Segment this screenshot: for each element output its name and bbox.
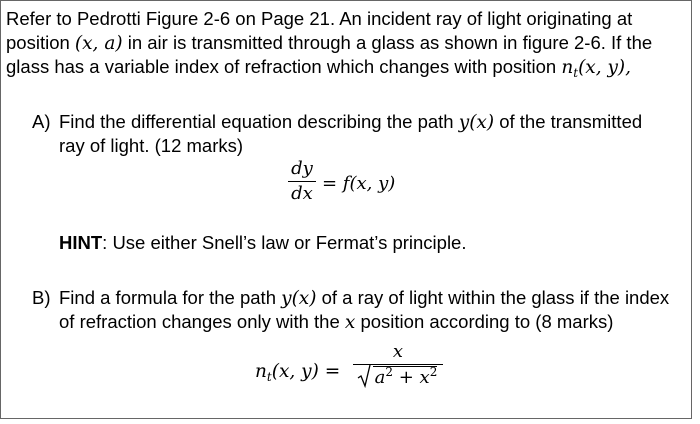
part-a-label: A)	[32, 111, 51, 132]
index-args-math: (x, y),	[578, 57, 632, 78]
eq-n-math: n	[255, 361, 267, 382]
part-b-label: B)	[32, 287, 51, 308]
derivative-fraction	[288, 158, 316, 205]
part-b-line-2-post: position according to (8 marks)	[355, 311, 614, 332]
index-fraction	[353, 341, 443, 389]
index-numerator: x	[392, 341, 404, 362]
intro-line-3-pre: glass has a variable index of refraction which changes with position	[6, 56, 562, 77]
fraction-bar	[288, 181, 316, 182]
index-n-math: n	[561, 57, 574, 78]
intro-line-3	[6, 55, 631, 80]
part-a-path-math: y(x)	[458, 112, 495, 133]
intro-line-2	[6, 31, 652, 56]
radicand-x: x	[419, 367, 430, 388]
hint-line	[59, 231, 467, 255]
derivative-denominator: dx	[291, 183, 313, 204]
intro-line-1	[6, 7, 632, 31]
radicand-plus: +	[393, 367, 420, 388]
intro-line-2-post: in air is transmitted through a glass as shown in figure 2-6. If the	[122, 32, 653, 53]
intro-line-1-text: Refer to Pedrotti Figure 2-6 on Page 21. An incident ray of light originating at	[6, 8, 633, 29]
derivative-rhs: = f(x, y)	[322, 173, 396, 194]
eq-sub-t: t	[266, 370, 272, 384]
part-a-line-1-post: of the transmitted	[494, 111, 643, 132]
part-b-path-math: y(x)	[281, 288, 317, 309]
part-b-line-1	[59, 286, 669, 311]
sqrt-radicand	[373, 366, 438, 389]
index-equation-lhs	[255, 359, 340, 384]
part-a-line-1	[59, 110, 642, 135]
radicand-a-exp: 2	[385, 365, 394, 379]
intro-line-2-pre: position	[6, 32, 75, 53]
sqrt-sign-icon	[357, 364, 371, 388]
part-a-line-2: ray of light. (12 marks)	[59, 135, 244, 156]
hint-label: HINT	[59, 232, 103, 253]
index-denominator	[353, 366, 443, 389]
radicand-x-exp: 2	[429, 365, 438, 379]
part-b-line-1-post: of a ray of light within the glass if the index	[316, 287, 670, 308]
derivative-numerator: dy	[291, 158, 313, 179]
hint-text: : Use either Snell’s law or Fermat’s principle.	[102, 232, 467, 253]
index-sub-t: t	[573, 66, 579, 80]
part-b-line-2-pre: of refraction changes only with the	[59, 311, 345, 332]
part-b-line-2	[59, 310, 613, 335]
part-a-line-1-pre: Find the differential equation describing the path	[59, 111, 459, 132]
position-math: (x, a)	[74, 33, 123, 54]
part-b-line-1-pre: Find a formula for the path	[59, 287, 282, 308]
part-b-x-math: x	[344, 312, 356, 333]
radicand-a: a	[374, 367, 386, 388]
eq-args-math: (x, y) =	[271, 361, 341, 382]
